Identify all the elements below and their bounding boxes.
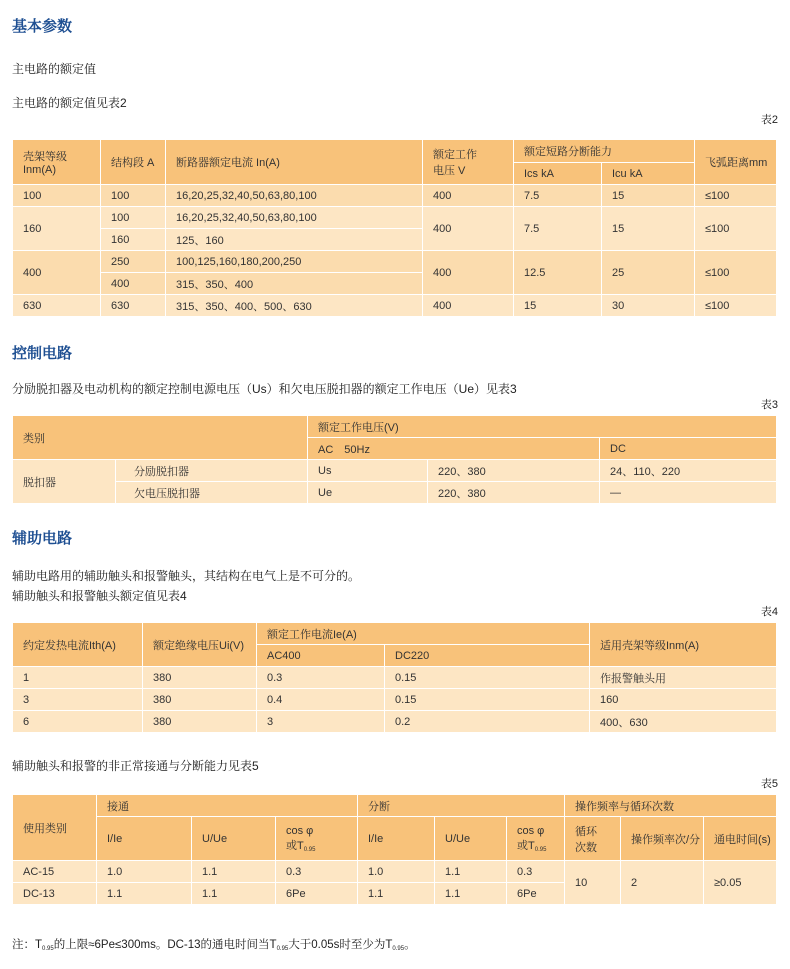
table-row: 脱扣器 分励脱扣器 Us 220、380 24、110、220 [13, 460, 777, 482]
col-structure-segment: 结构段 A [101, 140, 166, 185]
col-arc-distance: 飞弧距离mm [695, 140, 777, 185]
col-frame-grade: 适用壳架等级Inm(A) [590, 623, 777, 667]
table3-reference: 分励脱扣器及电动机构的额定控制电源电压（Us）和欠电压脱扣器的额定工作电压（Ue）见表3 [12, 382, 517, 396]
section-title-basic-params: 基本参数 [12, 18, 73, 35]
col-rated-voltage: 额定工作电压(V) [308, 416, 777, 438]
col-operation: 操作频率与循环次数 [565, 795, 777, 817]
col-break: 分断 [358, 795, 565, 817]
col-breaking-capacity: 额定短路分断能力 [514, 140, 695, 163]
col-icu: Icu kA [602, 163, 695, 185]
release-group: 脱扣器 [13, 460, 116, 504]
table2-reference: 主电路的额定值见表2 [12, 96, 127, 110]
table-row: 400 315、350、400 [13, 273, 777, 295]
table-row: 630 630 315、350、400、500、630 400 15 30 ≤100 [13, 295, 777, 317]
table-row: 欠电压脱扣器 Ue 220、380 — [13, 482, 777, 504]
footnote: 注：$T_{0.95}$的上限≈6Pe≤300ms。DC-13的通电时间当$T_{0.95}$大于0.05s时至少为$T_{0.95}$。 [12, 939, 416, 952]
table4-reference: 辅助触头和报警触头额定值见表4 [12, 589, 187, 603]
table2-caption: 表2 [760, 114, 778, 126]
table5: 使用类别 接通 分断 操作频率与循环次数 I/Ie U/Ue cos φ 或$T_{0.95}$ I/Ie U/Ue cos φ 或$T_{0.95}$ 循环 次数 操作频率次/分 通电时间(s) AC-15 1.0 1.1 0.3 1.0 1.1 0.3 10 2 ≥0.05 DC-13 1.1 1.1 6Pe 1.1 1.1 6Pe [12, 794, 777, 905]
table-row: 6 380 3 0.2 400、630 [13, 711, 777, 733]
table-row: 400 250 100,125,160,180,200,250 400 12.5 25 ≤100 [13, 251, 777, 273]
table5-reference: 辅助触头和报警的非正常接通与分断能力见表5 [12, 759, 259, 773]
col-dc: DC [600, 438, 777, 460]
col-energize-time: 通电时间(s) [704, 817, 777, 861]
col-make: 接通 [97, 795, 358, 817]
table3 [12, 415, 777, 504]
table-row: 160 125、160 [13, 229, 777, 251]
table-row: 100 100 16,20,25,32,40,50,63,80,100 400 7.5 15 ≤100 [13, 185, 777, 207]
col-ith: 约定发热电流Ith(A) [13, 623, 143, 667]
col-category: 类别 [13, 416, 308, 460]
table2 [12, 139, 777, 317]
section-title-control-circuit: 控制电路 [12, 345, 73, 362]
col-ie: 额定工作电流Ie(A) [257, 623, 590, 645]
table3-caption: 表3 [760, 399, 778, 411]
col-ui: 额定绝缘电压Ui(V) [143, 623, 257, 667]
col-ics: Ics kA [514, 163, 602, 185]
col-rated-voltage: 额定工作 电压 V [423, 140, 514, 185]
table-row: 160 100 16,20,25,32,40,50,63,80,100 400 7.5 15 ≤100 [13, 207, 777, 229]
table5-caption: 表5 [760, 778, 778, 790]
col-frequency: 操作频率次/分 [621, 817, 704, 861]
col-dc220: DC220 [385, 645, 590, 667]
table4 [12, 622, 777, 733]
table-row: 1 380 0.3 0.15 作报警触头用 [13, 667, 777, 689]
main-circuit-subtitle: 主电路的额定值 [12, 62, 97, 76]
col-ac400: AC400 [257, 645, 385, 667]
table-row: 3 380 0.4 0.15 160 [13, 689, 777, 711]
table4-caption: 表4 [760, 606, 778, 618]
col-usage-category: 使用类别 [13, 795, 97, 861]
section-title-aux-circuit: 辅助电路 [12, 530, 73, 547]
col-ac: AC 50Hz [308, 438, 600, 460]
col-rated-current: 断路器额定电流 In(A) [166, 140, 423, 185]
table-row: DC-13 1.1 1.1 6Pe 1.1 1.1 6Pe [13, 883, 777, 905]
col-frame-grade: 壳架等级 Inm(A) [13, 140, 101, 185]
aux-description: 辅助电路用的辅助触头和报警触头，其结构在电气上是不可分的。 [12, 569, 361, 583]
table-row: AC-15 1.0 1.1 0.3 1.0 1.1 0.3 10 2 ≥0.05 [13, 861, 777, 883]
